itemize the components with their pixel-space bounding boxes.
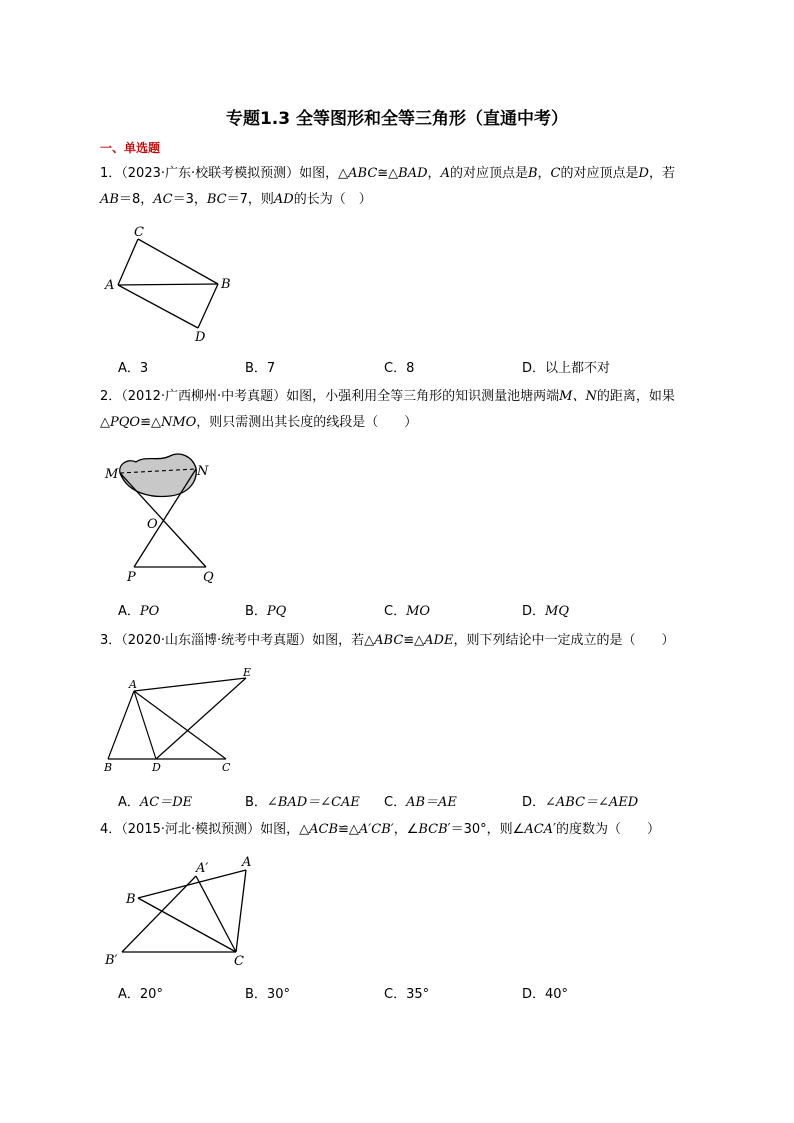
label-o: O [147, 517, 158, 532]
option-letter: D． [522, 604, 546, 619]
math-symbol: ≌△ [338, 822, 359, 837]
question-source: （2020·山东淄博·统考中考真题） [121, 633, 313, 648]
option-value: AC＝DE [139, 795, 193, 810]
option-letter: D． [522, 987, 546, 1002]
option-value: PO [139, 604, 160, 619]
option-letter: A． [118, 361, 140, 376]
option-b[interactable] [245, 600, 286, 619]
label-b: B [104, 761, 113, 774]
option-d[interactable] [522, 600, 569, 619]
option-a[interactable] [118, 357, 148, 376]
option-letter: D． [522, 795, 546, 810]
option-a[interactable] [118, 791, 192, 810]
option-d[interactable] [522, 357, 610, 376]
option-a[interactable] [118, 983, 163, 1002]
math-term: AC [153, 192, 173, 207]
segment-bd [198, 284, 218, 328]
label-e: E [243, 666, 252, 679]
label-c: C [222, 761, 231, 774]
label-d: D [152, 761, 161, 774]
question-number: 1． [100, 166, 122, 181]
segment-de [156, 678, 246, 759]
question-1 [100, 161, 730, 213]
segment-ab [108, 691, 134, 759]
math-term: ADE [424, 633, 454, 648]
question-text: ′＝30°，则∠ [447, 822, 525, 837]
math-term: PQO [110, 415, 141, 430]
math-term: BCB [418, 822, 448, 837]
option-c[interactable] [384, 983, 429, 1002]
option-letter: A． [118, 604, 140, 619]
question-number: 4． [100, 822, 122, 837]
math-term: A′CB′ [358, 822, 394, 837]
label-d: D [195, 330, 206, 345]
question-text: ＝3， [172, 192, 207, 207]
question-number: 3． [100, 633, 122, 648]
segment-ca [118, 239, 138, 285]
option-c[interactable] [384, 600, 430, 619]
question-text: 如图，若△ [312, 633, 375, 648]
option-b[interactable] [245, 357, 275, 376]
option-d[interactable] [522, 983, 568, 1002]
question-text: 的对应顶点是 [449, 166, 528, 181]
segment-ae [134, 678, 246, 691]
option-value: 30° [266, 987, 290, 1002]
segment-cb [138, 239, 218, 284]
option-value: MO [406, 604, 431, 619]
option-letter: B． [245, 361, 267, 376]
option-value: 20° [139, 987, 163, 1002]
question-4 [100, 817, 730, 843]
math-term: D [638, 166, 649, 181]
math-symbol: ≅△ [377, 166, 399, 181]
question-source: （2012·广西柳州·中考真题） [121, 389, 287, 404]
option-letter: C． [384, 795, 407, 810]
option-letter: B． [245, 795, 267, 810]
option-a[interactable] [118, 600, 159, 619]
math-term: NMO [160, 415, 197, 430]
section-heading: 一、单选题 [100, 141, 161, 155]
math-term: B [527, 166, 538, 181]
figure-4 [100, 850, 270, 975]
label-b: B [221, 277, 231, 292]
page-title: 专题1.3 全等图形和全等三角形（直通中考） [225, 109, 569, 129]
math-term: BAD [398, 166, 428, 181]
option-letter: C． [384, 604, 407, 619]
option-letter: D． [522, 361, 546, 376]
math-term: C [550, 166, 561, 181]
option-letter: B． [245, 987, 267, 1002]
question-text: ＝8， [118, 192, 154, 207]
label-b-prime: B′ [105, 953, 118, 968]
option-value: 3 [139, 361, 149, 376]
math-term: ACA [524, 822, 554, 837]
math-term: ACB [309, 822, 339, 837]
label-a-prime: A′ [196, 861, 209, 876]
math-term: AD [273, 192, 294, 207]
segment-ac [134, 691, 226, 759]
option-value: 8 [406, 361, 415, 376]
option-letter: B． [245, 604, 267, 619]
question-3 [100, 628, 730, 654]
question-text: ，则下列结论中一定成立的是（ ） [453, 633, 675, 648]
question-text: ＝7，则 [226, 192, 274, 207]
pond-shape [120, 454, 197, 496]
option-letter: A． [118, 795, 140, 810]
math-term: AB [100, 192, 119, 207]
math-symbol: ≌△ [403, 633, 425, 648]
math-symbol: △ [100, 415, 110, 430]
option-value: ∠BAD＝∠CAE [266, 795, 360, 810]
question-text: ′的度数为（ ） [553, 822, 661, 837]
question-text: ，∠ [393, 822, 419, 837]
question-source: （2023·广东·校联考模拟预测） [121, 166, 300, 181]
question-text: 的对应顶点是 [560, 166, 639, 181]
question-text: ， [537, 166, 551, 181]
option-value: 7 [266, 361, 276, 376]
question-source: （2015·河北·模拟预测） [121, 822, 261, 837]
option-value: 40° [545, 987, 569, 1002]
segment-ad [134, 691, 156, 759]
math-term: A [440, 166, 450, 181]
question-text: 如图，△ [299, 166, 349, 181]
label-a: A [129, 678, 137, 691]
math-term: ABC [348, 166, 378, 181]
question-text: 的长为（ ） [293, 192, 372, 207]
question-text: 如图，小强利用全等三角形的知识测量池塘两端 [286, 389, 560, 404]
option-value: ∠ABC＝∠AED [545, 795, 639, 810]
figure-1 [100, 222, 240, 347]
option-b[interactable] [245, 983, 290, 1002]
option-letter: C． [384, 987, 407, 1002]
label-a: A [105, 278, 115, 293]
figure-3 [100, 662, 270, 777]
segment-ad [118, 285, 198, 328]
segment-a1b1 [122, 876, 196, 952]
label-b: B [126, 892, 136, 907]
question-2 [100, 384, 730, 436]
label-m: M [105, 467, 119, 482]
question-text: 如图，△ [260, 822, 310, 837]
label-q: Q [203, 570, 214, 585]
option-d[interactable] [522, 791, 638, 810]
label-n: N [197, 464, 209, 479]
option-value: 以上都不对 [545, 361, 611, 376]
option-value: AB＝AE [406, 795, 457, 810]
option-letter: C． [384, 361, 407, 376]
figure-2 [100, 450, 230, 590]
math-symbol: ≌△ [140, 415, 161, 430]
option-b[interactable] [245, 791, 360, 810]
label-p: P [127, 570, 136, 585]
question-text: ，若 [648, 166, 675, 181]
label-c: C [234, 954, 244, 969]
option-value: 35° [406, 987, 430, 1002]
option-c[interactable] [384, 357, 414, 376]
question-text: ，则只需测出其长度的线段是（ ） [196, 415, 418, 430]
segment-ba [138, 870, 246, 898]
option-value: PQ [266, 604, 287, 619]
label-c: C [134, 225, 144, 240]
question-text: ， [427, 166, 441, 181]
math-term: BC [206, 192, 227, 207]
option-value: MQ [545, 604, 569, 619]
label-a: A [242, 855, 252, 870]
question-number: 2． [100, 389, 122, 404]
segment-ab [118, 284, 218, 285]
option-c[interactable] [384, 791, 457, 810]
math-term: ABC [374, 633, 404, 648]
segment-ac [236, 870, 246, 952]
question-text: 的距离，如果 [596, 389, 675, 404]
math-term: M、N [559, 389, 597, 404]
option-letter: A． [118, 987, 140, 1002]
